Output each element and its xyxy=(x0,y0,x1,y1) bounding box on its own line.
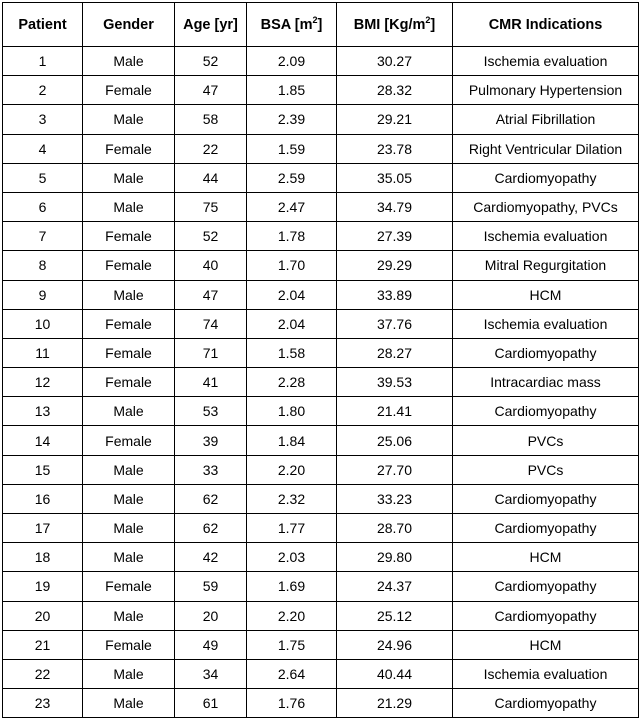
cell-cmr-indication: Cardiomyopathy xyxy=(453,484,639,513)
cell-bsa: 1.78 xyxy=(247,222,337,251)
cell-bmi: 33.89 xyxy=(337,280,453,309)
cell-patient: 3 xyxy=(3,105,83,134)
cell-bmi: 28.32 xyxy=(337,76,453,105)
table-row xyxy=(3,251,639,280)
cell-bmi: 29.80 xyxy=(337,543,453,572)
cell-bmi: 25.12 xyxy=(337,601,453,630)
cell-patient: 2 xyxy=(3,76,83,105)
cell-age: 49 xyxy=(175,630,247,659)
cell-cmr-indication: Pulmonary Hypertension xyxy=(453,76,639,105)
table-row xyxy=(3,572,639,601)
table-row xyxy=(3,484,639,513)
cell-bmi: 30.27 xyxy=(337,47,453,76)
cell-age: 59 xyxy=(175,572,247,601)
cell-bsa: 1.58 xyxy=(247,338,337,367)
cell-gender: Female xyxy=(83,76,175,105)
cell-patient: 23 xyxy=(3,689,83,718)
cell-gender: Male xyxy=(83,484,175,513)
cell-cmr-indication: Ischemia evaluation xyxy=(453,47,639,76)
cell-bmi: 33.23 xyxy=(337,484,453,513)
cell-bmi: 28.27 xyxy=(337,338,453,367)
cell-cmr-indication: Ischemia evaluation xyxy=(453,309,639,338)
cell-bsa: 1.59 xyxy=(247,134,337,163)
header-bsa xyxy=(247,3,337,47)
cell-cmr-indication: Cardiomyopathy xyxy=(453,572,639,601)
table-row xyxy=(3,134,639,163)
cell-bsa: 2.28 xyxy=(247,368,337,397)
cell-bsa: 2.47 xyxy=(247,192,337,221)
table-row xyxy=(3,192,639,221)
header-bmi-text: BMI [Kg/m xyxy=(353,16,426,33)
cell-bsa: 2.20 xyxy=(247,601,337,630)
cell-patient: 15 xyxy=(3,455,83,484)
cell-gender: Female xyxy=(83,338,175,367)
cell-bsa: 2.20 xyxy=(247,455,337,484)
header-bsa-superscript: 2 xyxy=(312,14,318,25)
cell-cmr-indication: Cardiomyopathy xyxy=(453,163,639,192)
cell-cmr-indication: Atrial Fibrillation xyxy=(453,105,639,134)
cell-bsa: 1.85 xyxy=(247,76,337,105)
cell-age: 71 xyxy=(175,338,247,367)
cell-age: 40 xyxy=(175,251,247,280)
cell-gender: Male xyxy=(83,105,175,134)
cell-bmi: 35.05 xyxy=(337,163,453,192)
cell-bsa: 2.39 xyxy=(247,105,337,134)
cell-patient: 4 xyxy=(3,134,83,163)
cell-age: 62 xyxy=(175,484,247,513)
cell-bsa: 1.75 xyxy=(247,630,337,659)
cell-bsa: 1.69 xyxy=(247,572,337,601)
cell-gender: Female xyxy=(83,426,175,455)
cell-cmr-indication: Mitral Regurgitation xyxy=(453,251,639,280)
cell-bsa: 2.03 xyxy=(247,543,337,572)
cell-cmr-indication: Cardiomyopathy xyxy=(453,689,639,718)
table-row xyxy=(3,514,639,543)
cell-cmr-indication: Cardiomyopathy xyxy=(453,338,639,367)
cell-age: 52 xyxy=(175,222,247,251)
cell-bmi: 24.37 xyxy=(337,572,453,601)
cell-cmr-indication: Cardiomyopathy xyxy=(453,514,639,543)
cell-gender: Male xyxy=(83,455,175,484)
cell-age: 22 xyxy=(175,134,247,163)
cell-patient: 17 xyxy=(3,514,83,543)
cell-bsa: 1.76 xyxy=(247,689,337,718)
cell-age: 34 xyxy=(175,659,247,688)
cell-gender: Female xyxy=(83,251,175,280)
cell-patient: 5 xyxy=(3,163,83,192)
header-bmi-superscript: 2 xyxy=(425,14,431,25)
cell-cmr-indication: Ischemia evaluation xyxy=(453,222,639,251)
cell-cmr-indication: Cardiomyopathy xyxy=(453,601,639,630)
table-row xyxy=(3,368,639,397)
cell-patient: 7 xyxy=(3,222,83,251)
cell-age: 39 xyxy=(175,426,247,455)
cell-age: 75 xyxy=(175,192,247,221)
table-row xyxy=(3,280,639,309)
cell-cmr-indication: PVCs xyxy=(453,455,639,484)
header-bsa-close: ] xyxy=(317,16,323,33)
cell-age: 53 xyxy=(175,397,247,426)
cell-patient: 20 xyxy=(3,601,83,630)
cell-patient: 14 xyxy=(3,426,83,455)
cell-age: 47 xyxy=(175,76,247,105)
table-row xyxy=(3,630,639,659)
cell-bmi: 29.29 xyxy=(337,251,453,280)
cell-cmr-indication: Right Ventricular Dilation xyxy=(453,134,639,163)
cell-bsa: 1.84 xyxy=(247,426,337,455)
cell-gender: Female xyxy=(83,368,175,397)
cell-age: 58 xyxy=(175,105,247,134)
table-row xyxy=(3,76,639,105)
cell-gender: Male xyxy=(83,397,175,426)
cell-bmi: 34.79 xyxy=(337,192,453,221)
cell-gender: Male xyxy=(83,47,175,76)
cell-bmi: 21.29 xyxy=(337,689,453,718)
table-body xyxy=(3,47,639,718)
cell-bmi: 25.06 xyxy=(337,426,453,455)
cell-bmi: 24.96 xyxy=(337,630,453,659)
cell-patient: 21 xyxy=(3,630,83,659)
cell-bmi: 27.39 xyxy=(337,222,453,251)
cell-age: 74 xyxy=(175,309,247,338)
cell-bmi: 37.76 xyxy=(337,309,453,338)
table-row xyxy=(3,163,639,192)
cell-bsa: 1.77 xyxy=(247,514,337,543)
cell-bsa: 2.09 xyxy=(247,47,337,76)
cell-gender: Female xyxy=(83,134,175,163)
cell-cmr-indication: Ischemia evaluation xyxy=(453,659,639,688)
cell-patient: 12 xyxy=(3,368,83,397)
patient-characteristics-table xyxy=(2,2,639,718)
cell-cmr-indication: Cardiomyopathy, PVCs xyxy=(453,192,639,221)
cell-bmi: 40.44 xyxy=(337,659,453,688)
table-row xyxy=(3,455,639,484)
cell-patient: 18 xyxy=(3,543,83,572)
cell-age: 42 xyxy=(175,543,247,572)
cell-bsa: 2.04 xyxy=(247,280,337,309)
table-header xyxy=(3,3,639,47)
table-row xyxy=(3,338,639,367)
table-row xyxy=(3,543,639,572)
cell-bsa: 2.64 xyxy=(247,659,337,688)
cell-gender: Male xyxy=(83,659,175,688)
cell-gender: Male xyxy=(83,543,175,572)
patient-table-container xyxy=(2,2,639,718)
cell-patient: 16 xyxy=(3,484,83,513)
header-gender: Gender xyxy=(83,3,175,47)
cell-age: 62 xyxy=(175,514,247,543)
cell-age: 61 xyxy=(175,689,247,718)
cell-gender: Female xyxy=(83,222,175,251)
table-row xyxy=(3,659,639,688)
table-row xyxy=(3,426,639,455)
cell-gender: Female xyxy=(83,630,175,659)
cell-bsa: 2.32 xyxy=(247,484,337,513)
cell-patient: 19 xyxy=(3,572,83,601)
header-bsa-text: BSA [m xyxy=(260,16,313,33)
table-row xyxy=(3,47,639,76)
cell-cmr-indication: HCM xyxy=(453,543,639,572)
cell-age: 33 xyxy=(175,455,247,484)
cell-patient: 8 xyxy=(3,251,83,280)
header-row xyxy=(3,3,639,47)
cell-age: 47 xyxy=(175,280,247,309)
cell-cmr-indication: HCM xyxy=(453,630,639,659)
table-row xyxy=(3,601,639,630)
cell-patient: 9 xyxy=(3,280,83,309)
cell-bsa: 1.70 xyxy=(247,251,337,280)
cell-age: 44 xyxy=(175,163,247,192)
cell-age: 20 xyxy=(175,601,247,630)
table-row xyxy=(3,689,639,718)
cell-gender: Male xyxy=(83,163,175,192)
cell-patient: 22 xyxy=(3,659,83,688)
cell-bsa: 2.04 xyxy=(247,309,337,338)
cell-bmi: 28.70 xyxy=(337,514,453,543)
cell-cmr-indication: HCM xyxy=(453,280,639,309)
cell-bsa: 1.80 xyxy=(247,397,337,426)
cell-gender: Male xyxy=(83,601,175,630)
header-bmi-close: ] xyxy=(430,16,436,33)
cell-gender: Male xyxy=(83,514,175,543)
cell-bmi: 23.78 xyxy=(337,134,453,163)
table-row xyxy=(3,222,639,251)
cell-bsa: 2.59 xyxy=(247,163,337,192)
cell-bmi: 27.70 xyxy=(337,455,453,484)
cell-bmi: 39.53 xyxy=(337,368,453,397)
cell-patient: 11 xyxy=(3,338,83,367)
cell-patient: 10 xyxy=(3,309,83,338)
header-age: Age [yr] xyxy=(175,3,247,47)
cell-age: 52 xyxy=(175,47,247,76)
cell-cmr-indication: PVCs xyxy=(453,426,639,455)
cell-gender: Female xyxy=(83,572,175,601)
cell-age: 41 xyxy=(175,368,247,397)
cell-bmi: 29.21 xyxy=(337,105,453,134)
cell-patient: 13 xyxy=(3,397,83,426)
table-row xyxy=(3,309,639,338)
table-row xyxy=(3,105,639,134)
header-cmr-indications: CMR Indications xyxy=(453,3,639,47)
cell-cmr-indication: Intracardiac mass xyxy=(453,368,639,397)
cell-bmi: 21.41 xyxy=(337,397,453,426)
cell-patient: 6 xyxy=(3,192,83,221)
cell-gender: Male xyxy=(83,689,175,718)
header-patient: Patient xyxy=(3,3,83,47)
cell-gender: Female xyxy=(83,309,175,338)
cell-gender: Male xyxy=(83,192,175,221)
table-row xyxy=(3,397,639,426)
header-bmi xyxy=(337,3,453,47)
cell-gender: Male xyxy=(83,280,175,309)
cell-cmr-indication: Cardiomyopathy xyxy=(453,397,639,426)
cell-patient: 1 xyxy=(3,47,83,76)
